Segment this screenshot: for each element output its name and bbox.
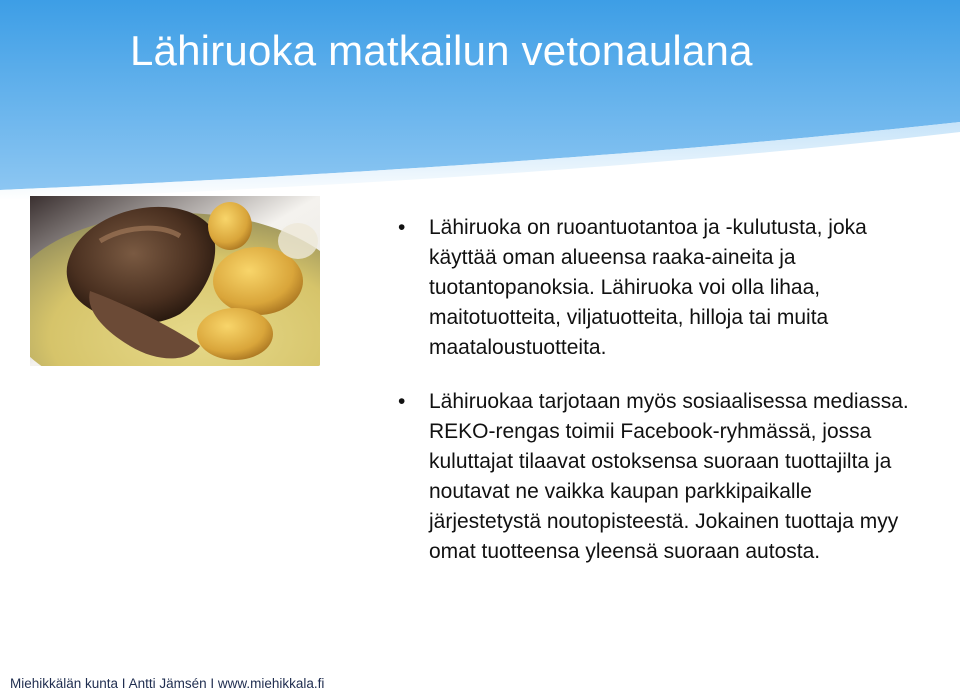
- slide-footer: Miehikkälän kunta I Antti Jämsén I www.miehikkala.fi: [10, 676, 325, 691]
- slide-title: Lähiruoka matkailun vetonaulana: [130, 27, 753, 74]
- bullet-marker: •: [398, 390, 406, 413]
- bullet-text: Lähiruokaa tarjotaan myös sosiaalisessa mediassa. REKO-rengas toimii Facebook-ryhmässä, jossa kuluttajat tilaavat ostoksensa suoraan tuottajilta ja noutavat ne vaikka kaupan parkkipaikalle järjestetystä noutopisteestä. Jokainen tuottaja myy omat tuotteensa yleensä suoraan autosta.: [429, 390, 909, 563]
- title-banner: [0, 0, 960, 200]
- bullet-item: [398, 213, 928, 363]
- food-photo: [30, 196, 320, 366]
- bullet-text: Lähiruoka on ruoantuotantoa ja -kulutusta, joka käyttää oman alueensa raaka-aineita ja tuotantopanoksia. Lähiruoka voi olla lihaa, maitotuotteita, viljatuotteita, hilloja tai muita maataloustuotteita.: [429, 216, 867, 359]
- bullet-marker: •: [398, 216, 406, 239]
- bullet-list: [398, 213, 928, 567]
- bullet-item: [398, 387, 928, 567]
